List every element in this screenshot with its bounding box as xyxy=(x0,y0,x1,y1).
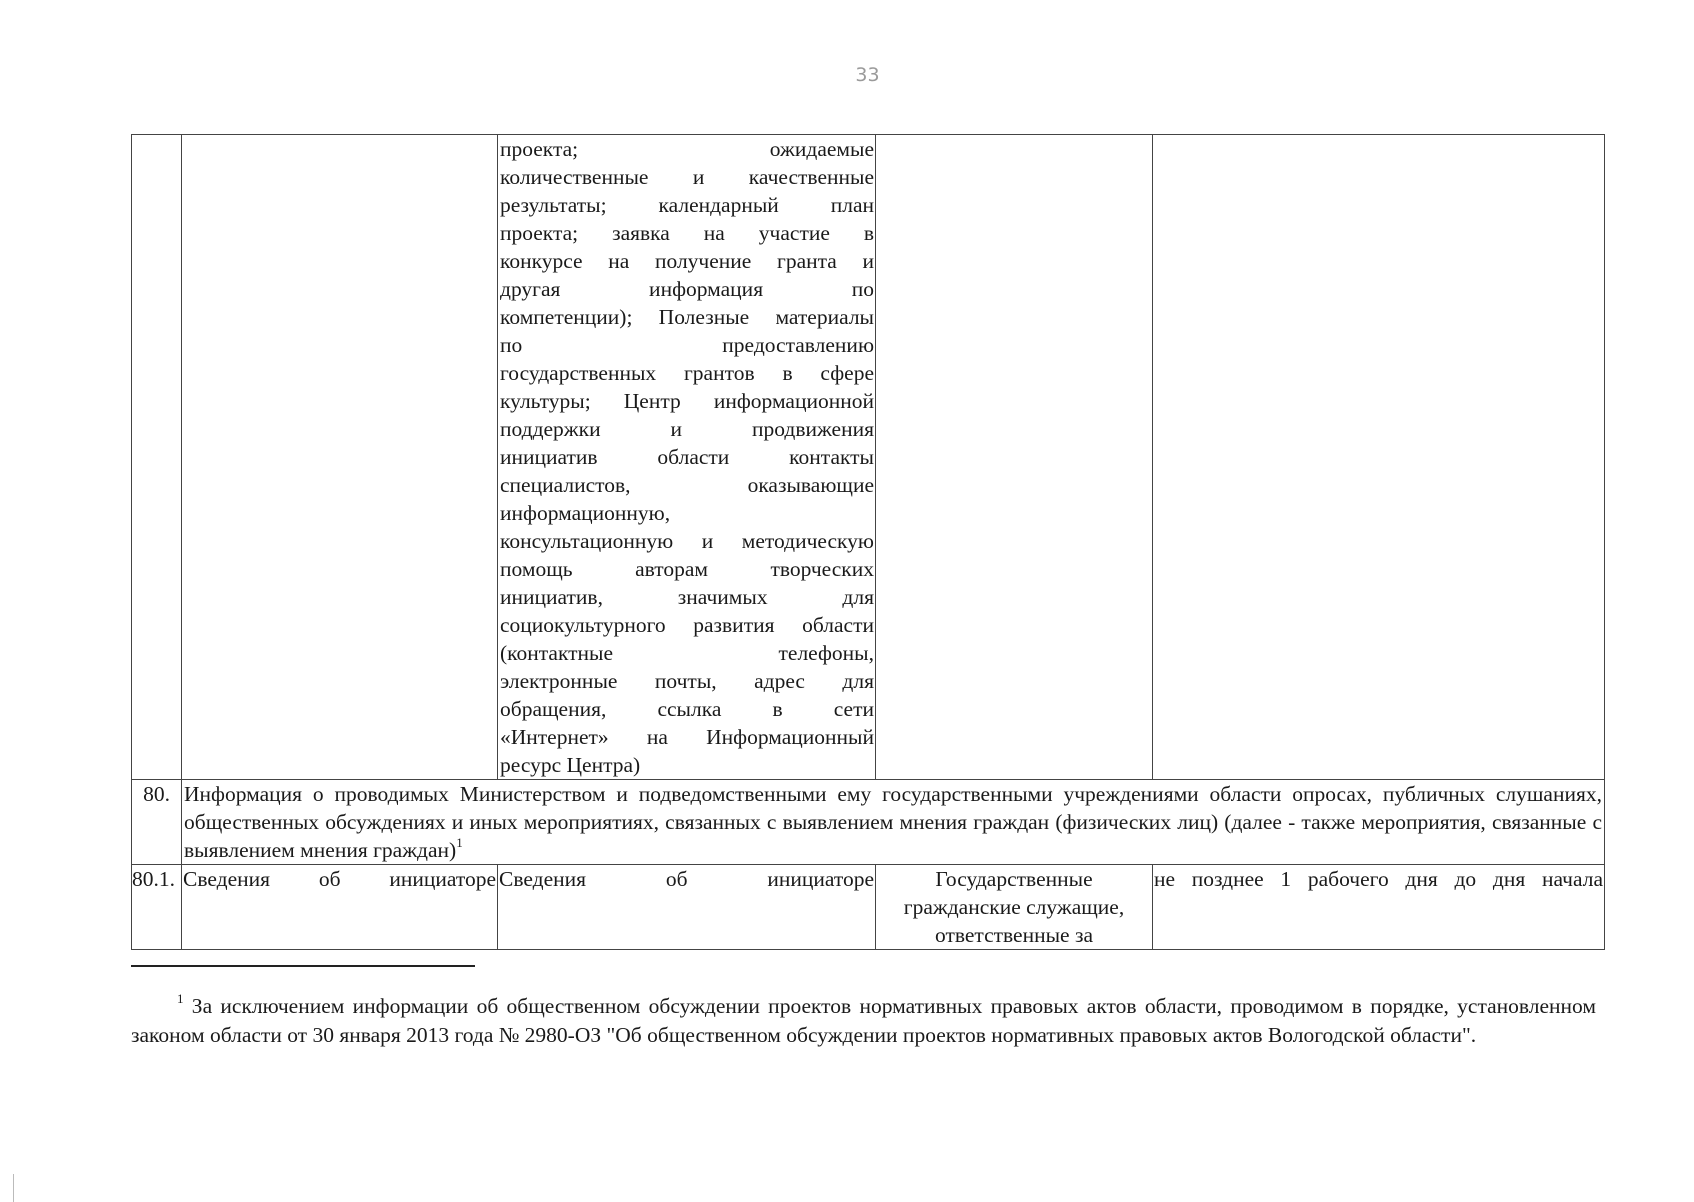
item-deadline: не позднее 1 рабочего дня до дня начала xyxy=(1154,867,1603,891)
continuation-responsible-cell xyxy=(876,135,1153,780)
item-content-cell xyxy=(498,865,876,950)
page-number: 33 xyxy=(855,64,880,86)
continuation-content-line: инициатив, значимых для xyxy=(500,585,874,609)
item-name-cell xyxy=(182,865,498,950)
continuation-content-line: по предоставлению xyxy=(500,333,874,357)
continuation-content-line: специалистов, оказывающие xyxy=(500,473,874,497)
continuation-content-line: социокультурного развития области xyxy=(500,613,874,637)
continuation-content-line: количественные и качественные xyxy=(500,165,874,189)
continuation-content-line: конкурсе на получение гранта и xyxy=(500,249,874,273)
continuation-content-line: информационную, xyxy=(500,501,671,525)
item-content: Сведения об инициаторе xyxy=(499,867,874,891)
continuation-content-line: другая информация по xyxy=(500,277,874,301)
item-name: Сведения об инициаторе xyxy=(183,867,496,891)
section-title-cell xyxy=(182,780,1605,865)
continuation-content-cell xyxy=(498,135,876,780)
continuation-content-line: консультационную и методическую xyxy=(500,529,874,553)
footnote xyxy=(131,992,1596,1050)
continuation-number-cell xyxy=(132,135,182,780)
continuation-content-text xyxy=(498,135,875,779)
item-deadline-cell xyxy=(1153,865,1605,950)
continuation-content-line: помощь авторам творческих xyxy=(500,557,874,581)
item-number: 80.1. xyxy=(132,865,182,950)
continuation-content-line: электронные почты, адрес для xyxy=(500,669,874,693)
item-row xyxy=(132,865,1605,950)
footnote-text: За исключением информации об общественном обсуждении проектов нормативных правовых актов области, проводимом в порядке, установленном законом области от 30 января 2013 года № 2980-ОЗ "Об общественном обсуждении проектов нормативных правовых актов Вологодской области". xyxy=(131,994,1596,1047)
continuation-row xyxy=(132,135,1605,780)
section-number: 80. xyxy=(132,780,182,865)
continuation-content-line: инициатив области контакты xyxy=(500,445,874,469)
footnote-marker: 1 xyxy=(177,991,184,1006)
continuation-content-line: ресурс Центра) xyxy=(500,753,641,777)
continuation-content-line: «Интернет» на Информационный xyxy=(500,725,874,749)
continuation-content-line: обращения, ссылка в сети xyxy=(500,697,874,721)
continuation-content-line: государственных грантов в сфере xyxy=(500,361,874,385)
continuation-content-line: компетенции); Полезные материалы xyxy=(500,305,874,329)
continuation-content-line: результаты; календарный план xyxy=(500,193,874,217)
item-responsible: Государственные гражданские служащие, ответственные за xyxy=(903,867,1125,947)
continuation-deadline-cell xyxy=(1153,135,1605,780)
margin-mark xyxy=(13,1174,14,1202)
section-title-text: Информация о проводимых Министерством и подведомственными ему государственными учреждениями области опросах, публичных слушаниях, общественных обсуждениях и иных мероприятиях, связанных с выявлением мнения граждан (физических лиц) (далее - также мероприятия, связанные с выявлением мнения граждан) xyxy=(184,782,1602,862)
continuation-content-line: (контактные телефоны, xyxy=(500,641,874,665)
item-responsible-cell xyxy=(876,865,1153,950)
continuation-content-line: проекта; ожидаемые xyxy=(500,137,874,161)
document-table xyxy=(131,134,1605,950)
footnote-separator xyxy=(131,965,475,967)
continuation-name-cell xyxy=(182,135,498,780)
continuation-content-line: поддержки и продвижения xyxy=(500,417,874,441)
continuation-content-line: проекта; заявка на участие в xyxy=(500,221,874,245)
section-row xyxy=(132,780,1605,865)
footnote-reference[interactable]: 1 xyxy=(456,835,463,850)
continuation-content-line: культуры; Центр информационной xyxy=(500,389,874,413)
